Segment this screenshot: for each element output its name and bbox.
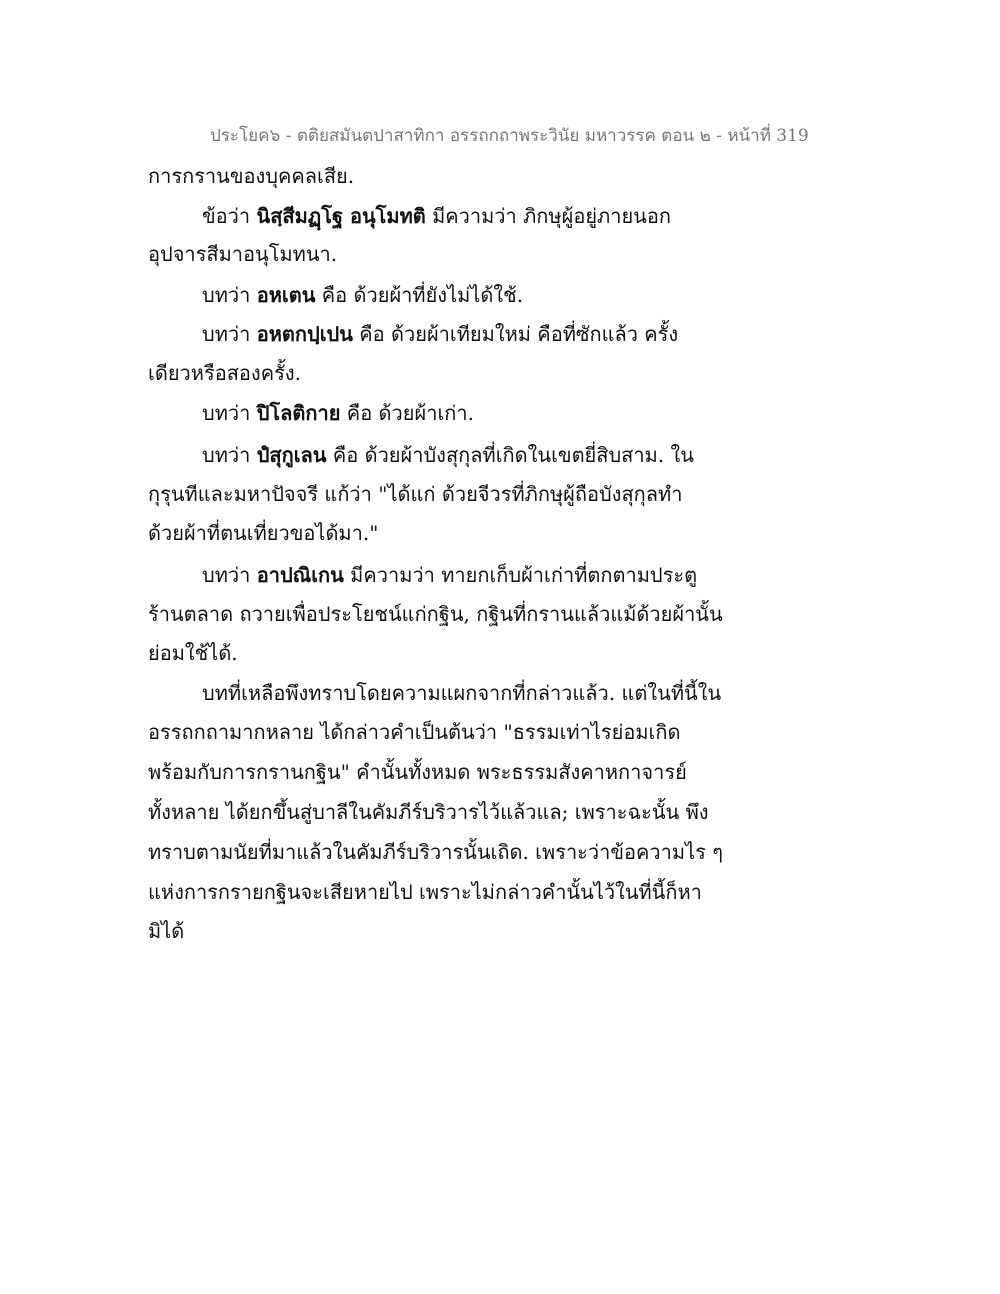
text-line (148, 517, 378, 549)
text-line (202, 397, 474, 429)
pali-term-bold: อาปณิเกน (256, 563, 344, 587)
text-run: อุปจารสีมาอนุโมทนา. (148, 242, 338, 266)
text-run: บทว่า (202, 322, 257, 346)
pali-term-bold: ปํสุกูเลน (256, 443, 327, 467)
text-run: มิได้ (148, 919, 185, 943)
text-line (148, 598, 723, 630)
text-run: ทั้งหลาย ได้ยกขึ้นสู่บาลีในคัมภีร์บริวารไว้แล้วแล; เพราะฉะนั้น พึง (148, 800, 709, 824)
text-run: ข้อว่า (202, 204, 257, 228)
text-run: อรรถกถามากหลาย ได้กล่าวคำเป็นต้นว่า "ธรรมเท่าไรย่อมเกิด (148, 720, 681, 744)
text-run: บทว่า (202, 283, 257, 307)
pali-term-bold: ปิโลติกาย (256, 401, 341, 425)
text-line (202, 559, 697, 591)
running-header: ประโยค๖ - ตติยสมันตปาสาทิกา อรรถกถาพระวินัย มหาวรรค ตอน ๒ - หน้าที่ 319 (210, 126, 809, 146)
pali-term-bold: อหเตน (256, 283, 316, 307)
text-line (148, 756, 687, 788)
text-line (148, 478, 682, 510)
text-line (148, 716, 680, 748)
text-run: ร้านตลาด ถวายเพื่อประโยชน์แก่กฐิน, กฐินที่กรานแล้วแม้ด้วยผ้านั้น (148, 602, 723, 626)
text-line (148, 796, 709, 828)
text-run: ทราบตามนัยที่มาแล้วในคัมภีร์บริวารนั้นเถิด. เพราะว่าข้อความไร ๆ (148, 840, 723, 864)
text-line (148, 876, 702, 908)
text-run: คือ ด้วยผ้าที่ยังไม่ได้ใช้. (315, 283, 524, 307)
text-line (148, 637, 238, 669)
text-run: ด้วยผ้าที่ตนเที่ยวขอได้มา." (148, 521, 379, 545)
text-run: บทว่า (202, 563, 257, 587)
text-line (202, 677, 721, 709)
text-line (148, 836, 723, 868)
text-line (148, 238, 337, 270)
text-run: มีความว่า ภิกษุผู้อยู่ภายนอก (425, 204, 671, 228)
text-run: บทว่า (202, 443, 257, 467)
text-run: แห่งการกรายกฐินจะเสียหายไป เพราะไม่กล่าวคำนั้นไว้ในที่นี้ก็หา (148, 880, 702, 904)
text-run: บทที่เหลือพึงทราบโดยความแผกจากที่กล่าวแล้ว. แต่ในที่นี้ใน (202, 681, 722, 705)
pali-term-bold: อหตกปฺเปน (256, 322, 353, 346)
text-run: การกรานของบุคคลเสีย. (148, 164, 355, 188)
text-run: พร้อมกับการกรานกฐิน" คำนั้นทั้งหมด พระธรรมสังคาหกาจารย์ (148, 760, 687, 784)
text-line (202, 318, 678, 350)
text-run: เดียวหรือสองครั้ง. (148, 361, 301, 385)
text-line (202, 439, 694, 471)
text-line (202, 279, 523, 311)
text-run: คือ ด้วยผ้าบังสุกุลที่เกิดในเขตยี่สิบสาม. ใน (326, 443, 694, 467)
text-run: คือ ด้วยผ้าเก่า. (340, 401, 474, 425)
text-run: ย่อมใช้ได้. (148, 641, 238, 665)
text-run: บทว่า (202, 401, 257, 425)
text-line (202, 200, 671, 232)
text-line (148, 357, 301, 389)
text-run: กุรุนทีและมหาปัจจรี แก้ว่า "ได้แก่ ด้วยจีวรที่ภิกษุผู้ถือบังสุกุลทำ (148, 482, 683, 506)
text-run: คือ ด้วยผ้าเทียมใหม่ คือที่ซักแล้ว ครั้ง (352, 322, 679, 346)
text-line (148, 160, 354, 192)
text-run: มีความว่า ทายกเก็บผ้าเก่าที่ตกตามประตู (343, 563, 698, 587)
text-line (148, 915, 184, 947)
pali-term-bold: นิสฺสีมฏฺโฐ อนุโมทติ (256, 204, 426, 228)
